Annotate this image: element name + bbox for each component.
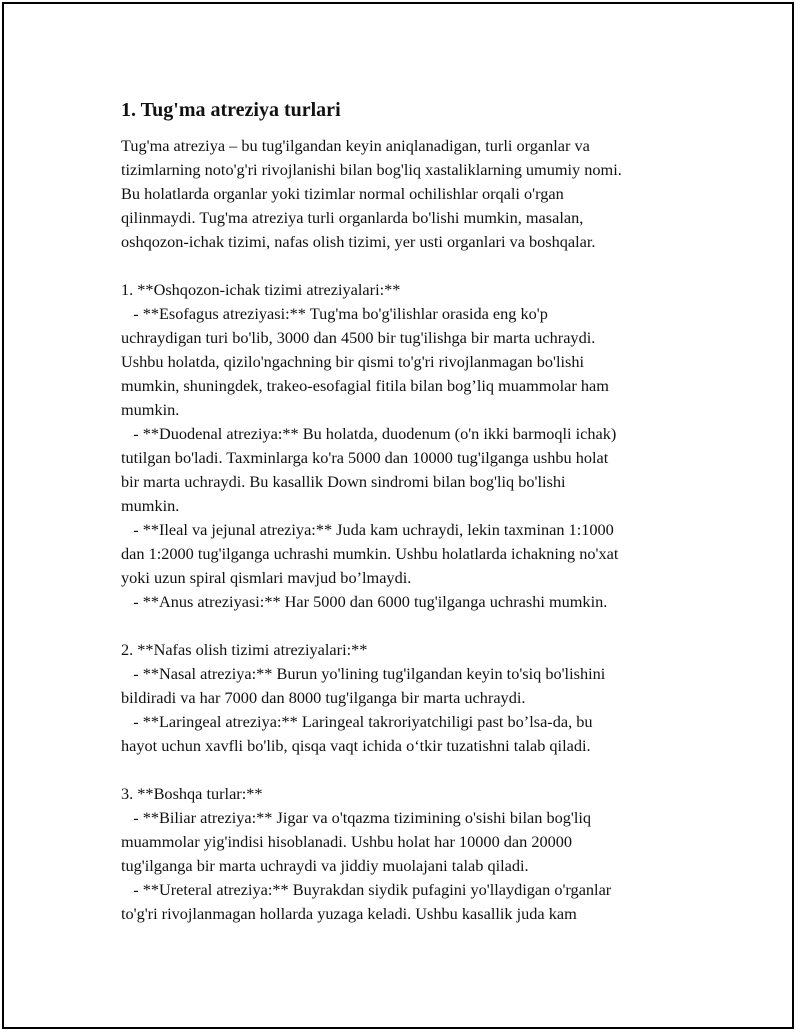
text-line: - **Ureteral atreziya:** Buyrakdan siydik pufagini yo'llaydigan o'rganlar: [121, 880, 612, 899]
text-line: - **Nasal atreziya:** Burun yo'lining tug'ilgandan keyin to'siq bo'lishini: [121, 664, 606, 683]
text-line: tug'ilganga bir marta uchraydi va jiddiy muolajani talab qiladi.: [121, 856, 529, 875]
text-line: - **Biliar atreziya:** Jigar va o'tqazma tizimining o'sishi bilan bog'liq: [121, 808, 592, 827]
text-line: dan 1:2000 tug'ilganga uchrashi mumkin. Ushbu holatlarda ichakning no'xat: [121, 544, 619, 563]
blank-line: [121, 254, 701, 278]
text-line: - **Esofagus atreziyasi:** Tug'ma bo'g'ilishlar orasida eng ko'p: [121, 304, 548, 323]
text-line: yoki uzun spiral qismlari mavjud bo’lmaydi.: [121, 568, 412, 587]
text-line: Bu holatlarda organlar yoki tizimlar normal ochilishlar orqali o'rgan: [121, 184, 564, 203]
text-line: tizimlarning noto'g'ri rivojlanishi bilan bog'liq xastaliklarning umumiy nomi.: [121, 160, 622, 179]
text-line: muammolar yig'indisi hisoblanadi. Ushbu holat har 10000 dan 20000: [121, 832, 573, 851]
section-heading: 1. Tug'ma atreziya turlari: [121, 99, 341, 121]
text-line: 2. **Nafas olish tizimi atreziyalari:**: [121, 640, 368, 659]
text-line: mumkin.: [121, 400, 180, 419]
text-block: [121, 134, 701, 926]
text-line: bir marta uchraydi. Bu kasallik Down sindromi bilan bog'liq bo'lishi: [121, 472, 566, 491]
text-line: - **Duodenal atreziya:** Bu holatda, duodenum (o'n ikki barmoqli ichak): [121, 424, 617, 443]
text-line: Tug'ma atreziya – bu tug'ilgandan keyin aniqlanadigan, turli organlar va: [121, 136, 590, 155]
text-line: mumkin.: [121, 496, 180, 515]
blank-line: [121, 758, 701, 782]
text-line: - **Laringeal atreziya:** Laringeal takroriyatchiligi past bo’lsa-da, bu: [121, 712, 593, 731]
text-line: 1. **Oshqozon-ichak tizimi atreziyalari:**: [121, 280, 401, 299]
document-page: [2, 2, 794, 1029]
text-line: tutilgan bo'ladi. Taxminlarga ko'ra 5000 dan 10000 tug'ilganga ushbu holat: [121, 448, 609, 467]
text-line: oshqozon-ichak tizimi, nafas olish tizimi, yer usti organlari va boshqalar.: [121, 232, 596, 251]
text-line: - **Ileal va jejunal atreziya:** Juda kam uchraydi, lekin taxminan 1:1000: [121, 520, 614, 539]
text-line: qilinmaydi. Tug'ma atreziya turli organlarda bo'lishi mumkin, masalan,: [121, 208, 584, 227]
text-line: - **Anus atreziyasi:** Har 5000 dan 6000 tug'ilganga uchrashi mumkin.: [121, 592, 608, 611]
text-line: bildiradi va har 7000 dan 8000 tug'ilganga bir marta uchraydi.: [121, 688, 526, 707]
text-line: 3. **Boshqa turlar:**: [121, 784, 263, 803]
text-line: to'g'ri rivojlanmagan hollarda yuzaga keladi. Ushbu kasallik juda kam: [121, 904, 577, 923]
blank-line: [121, 614, 701, 638]
text-line: mumkin, shuningdek, trakeo-esofagial fitila bilan bog’liq muammolar ham: [121, 376, 609, 395]
text-line: hayot uchun xavfli bo'lib, qisqa vaqt ichida o‘tkir tuzatishni talab qiladi.: [121, 736, 591, 755]
text-line: uchraydigan turi bo'lib, 3000 dan 4500 bir tug'ilishga bir marta uchraydi.: [121, 328, 596, 347]
document-body: [121, 97, 701, 926]
text-line: Ushbu holatda, qizilo'ngachning bir qismi to'g'ri rivojlanmagan bo'lishi: [121, 352, 585, 371]
